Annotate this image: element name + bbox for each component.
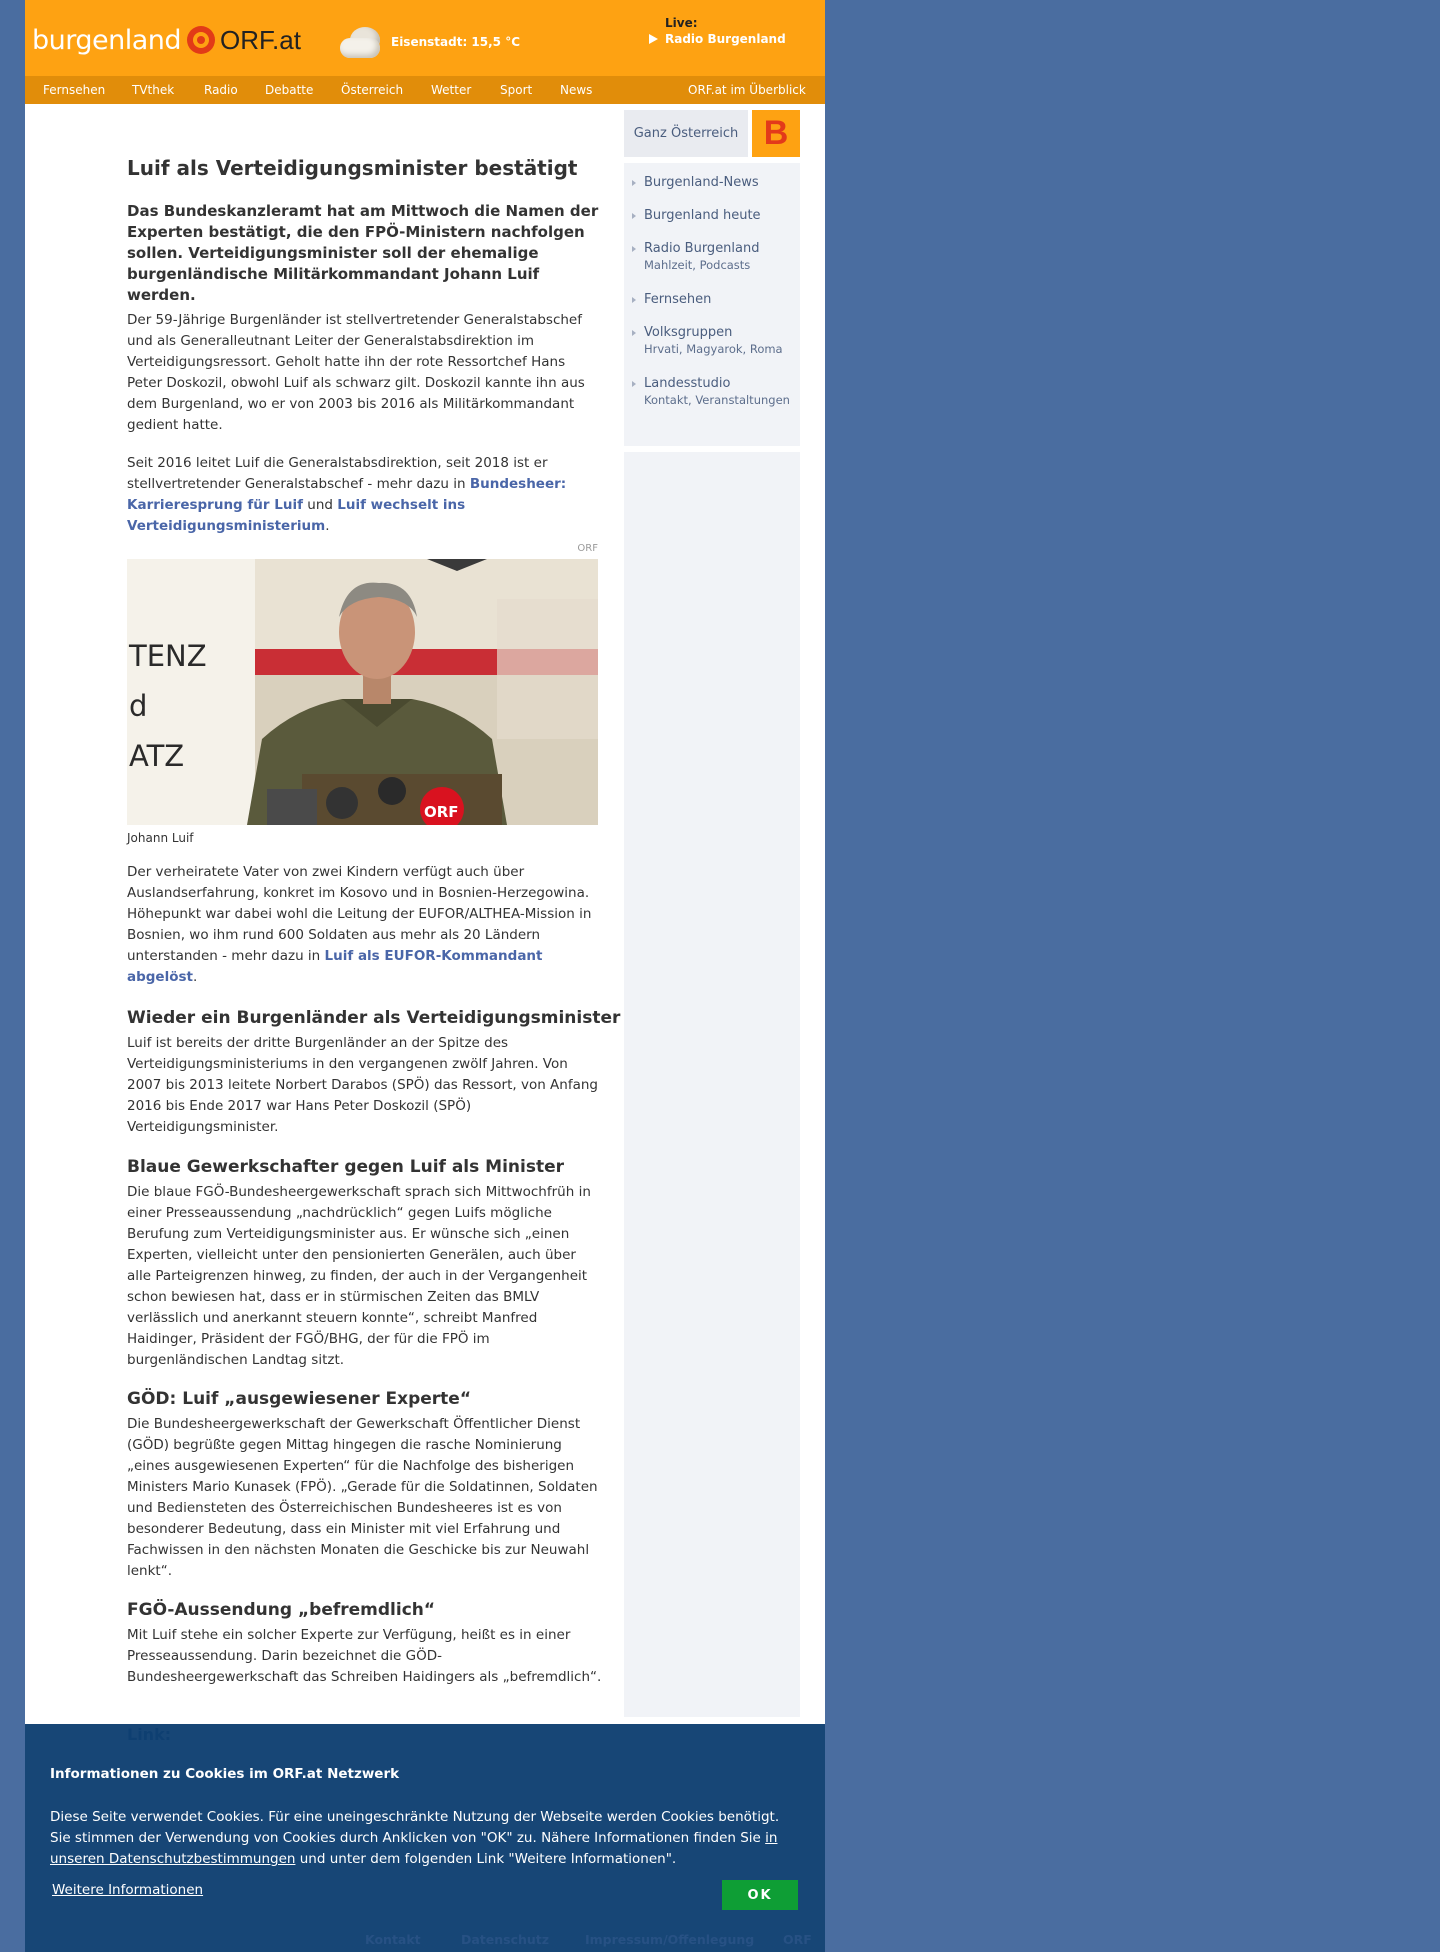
- cookie-text: [50, 1807, 802, 1870]
- sidebar-item-label: Landesstudio: [644, 376, 731, 391]
- banner-line: ATZ: [129, 739, 185, 773]
- paragraph-text: .: [192, 969, 198, 985]
- sidebar-item-sublabel: Mahlzeit, Podcasts: [644, 258, 751, 272]
- footer-links: [25, 1932, 825, 1952]
- article-photo: [127, 559, 598, 825]
- footer-link-orf[interactable]: ORF: [783, 1932, 812, 1947]
- article-paragraph: [127, 862, 603, 988]
- cookie-ok-button[interactable]: OK: [722, 1880, 798, 1910]
- nav-item-sport[interactable]: Sport: [500, 83, 533, 97]
- footer-link-kontakt[interactable]: Kontakt: [365, 1932, 421, 1947]
- logo-region-text: burgenland: [32, 24, 182, 56]
- live-label: Live:: [665, 16, 698, 30]
- main-nav: [25, 76, 825, 104]
- nav-item-fernsehen[interactable]: Fernsehen: [43, 83, 106, 97]
- footer-link-datenschutz[interactable]: Datenschutz: [461, 1932, 550, 1947]
- nav-item-debatte[interactable]: Debatte: [265, 83, 314, 97]
- banner-line: TENZ: [129, 639, 207, 673]
- mic-orf-label: ORF: [424, 803, 459, 821]
- nav-item-tvthek[interactable]: TVthek: [132, 83, 175, 97]
- sidebar-item-label: Radio Burgenland: [644, 241, 760, 256]
- cookie-banner: [25, 1724, 825, 1952]
- ganz-oesterreich-link[interactable]: Ganz Österreich: [624, 110, 748, 157]
- photo-caption: Johann Luif: [127, 831, 194, 845]
- link-luif-wechselt[interactable]: Luif wechselt ins Verteidigungsministerium: [127, 497, 466, 534]
- live-stream-link[interactable]: [649, 32, 786, 46]
- section-heading: Blaue Gewerkschafter gegen Luif als Minister: [127, 1157, 565, 1177]
- live-station-name: Radio Burgenland: [665, 32, 786, 46]
- footer-link-impressum[interactable]: Impressum/Offenlegung: [585, 1932, 755, 1947]
- sidebar-item-radio-burgenland[interactable]: [644, 241, 796, 273]
- weather-widget[interactable]: [340, 24, 520, 60]
- johann-luif-photo: [127, 559, 598, 825]
- article-paragraph: Mit Luif stehe ein solcher Experte zur Verfügung, heißt es in einer Presseaussendung. Darin bezeichnet die GÖD-Bundesheergewerkschaft das Schreiben Haidingers als „befremdlich“.: [127, 1627, 602, 1685]
- sidebar-item-label: Burgenland heute: [644, 208, 761, 223]
- site-header: [25, 0, 825, 76]
- orf-eye-icon: [187, 26, 215, 54]
- article-title: Luif als Verteidigungsminister bestätigt: [127, 156, 578, 180]
- article-paragraph: Luif ist bereits der dritte Burgenländer an der Spitze des Verteidigungsministeriums in den vergangenen zwölf Jahren. Von 2007 bis 2013 leitete Norbert Darabos (SPÖ) das Ressort, von Anfang 2016 bis Ende 2017 war Hans Peter Doskozil (SPÖ) Verteidigungsminister.: [127, 1035, 598, 1135]
- cloud-icon: [340, 25, 386, 59]
- sidebar-item-sublabel: Kontakt, Veranstaltungen: [644, 393, 790, 407]
- sidebar-item-landesstudio[interactable]: [644, 376, 796, 408]
- live-radio[interactable]: [649, 16, 786, 46]
- sidebar-item-label: Volksgruppen: [644, 325, 733, 340]
- weather-text: Eisenstadt: 15,5 °C: [391, 35, 521, 49]
- cookie-text-part: und unter dem folgenden Link "Weitere Informationen".: [295, 1851, 677, 1867]
- sidebar-item-fernsehen[interactable]: [644, 292, 796, 307]
- nav-item-news[interactable]: News: [560, 83, 593, 97]
- burgenland-b-logo[interactable]: B: [752, 110, 800, 157]
- sidebar-item-label: Burgenland-News: [644, 175, 759, 190]
- sidebar-item-burgenland-news[interactable]: [644, 175, 796, 190]
- sidebar-menu: [624, 163, 800, 446]
- play-icon: [649, 34, 658, 44]
- link-eufor[interactable]: Luif als EUFOR-Kommandant abgelöst: [127, 948, 543, 985]
- paragraph-text: und: [302, 497, 338, 513]
- article-paragraph: [127, 453, 603, 537]
- more-info-link[interactable]: Weitere Informationen: [52, 1882, 204, 1898]
- nav-item-wetter[interactable]: Wetter: [431, 83, 472, 97]
- article-paragraph: Die blaue FGÖ-Bundesheergewerkschaft sprach sich Mittwochfrüh in einer Presseaussendung „nachdrücklich“ gegen Luifs mögliche Berufung zum Verteidigungsminister aus. Er wünsche sich „einen Experten, vielleicht unter den pensionierten Generälen, auch über alle Parteigrenzen hinweg, zu finden, der auch in der Vergangenheit schon bewiesen hat, dass er in stürmischen Zeiten das BMLV verlässlich und anerkannt steuern konnte“, schreibt Manfred Haidinger, Präsident der FGÖ/BHG, der für die FPÖ im burgenländischen Landtag sitzt.: [127, 1184, 591, 1368]
- site-logo[interactable]: [32, 22, 301, 58]
- sidebar-top: [624, 110, 800, 157]
- section-heading: GÖD: Luif „ausgewiesener Experte“: [127, 1389, 472, 1409]
- article-lead: Das Bundeskanzleramt hat am Mittwoch die Namen der Experten bestätigt, die den FPÖ-Ministern nachfolgen sollen. Verteidigungsminister soll der ehemalige burgenländische Militärkommandant Johann Luif werden.: [127, 202, 599, 304]
- sidebar-item-volksgruppen[interactable]: [644, 325, 796, 357]
- paragraph-text: Der verheiratete Vater von zwei Kindern verfügt auch über Auslandserfahrung, konkret im Kosovo und in Bosnien-Herzegowina. Höhepunkt war dabei wohl die Leitung der EUFOR/ALTHEA-Mission in Bosnien, wo ihm rund 600 Soldaten aus mehr als 20 Ländern unterstanden - mehr dazu in: [127, 864, 592, 964]
- cookie-text-part: Diese Seite verwendet Cookies. Für eine uneingeschränkte Nutzung der Webseite werden Cookies benötigt. Sie stimmen der Verwendung von Cookies durch Anklicken von "OK" zu. Nähere Informationen finden Sie: [50, 1809, 780, 1846]
- sidebar-item-label: Fernsehen: [644, 292, 712, 307]
- section-heading: FGÖ-Aussendung „befremdlich“: [127, 1600, 436, 1620]
- link-karrieresprung[interactable]: Bundesheer: Karrieresprung für Luif: [127, 476, 567, 513]
- nav-item-radio[interactable]: Radio: [204, 83, 238, 97]
- paragraph-text: Seit 2016 leitet Luif die Generalstabsdirektion, seit 2018 ist er stellvertretender Generalstabschef - mehr dazu in: [127, 455, 548, 492]
- section-heading: Wieder ein Burgenländer als Verteidigungsminister: [127, 1008, 621, 1028]
- privacy-policy-link[interactable]: in unseren Datenschutzbestimmungen: [50, 1830, 778, 1867]
- cookie-title: Informationen zu Cookies im ORF.at Netzwerk: [50, 1766, 400, 1782]
- nav-item-oesterreich[interactable]: Österreich: [341, 83, 404, 97]
- nav-item-overview[interactable]: ORF.at im Überblick: [688, 83, 806, 97]
- logo-brand-text: ORF.at: [220, 24, 301, 55]
- photo-credit: ORF: [577, 543, 598, 554]
- article-paragraph: Die Bundesheergewerkschaft der Gewerkschaft Öffentlicher Dienst (GÖD) begrüßte gegen Mittag hingegen die rasche Nominierung „eines ausgewiesenen Experten“ für die Nachfolge des bisherigen Ministers Mario Kunasek (FPÖ). „Gerade für die Soldatinnen, Soldaten und Bediensteten des Österreichischen Bundesheeres ist es von besonderer Bedeutung, dass ein Minister mit viel Erfahrung und Fachwissen in den nächsten Monaten die Geschicke bis zur Neuwahl lenkt“.: [127, 1416, 598, 1579]
- article-paragraph: Der 59-Jährige Burgenländer ist stellvertretender Generalstabschef und als Generalleutnant Leiter der Generalstabsdirektion im Verteidigungsressort. Geholt hatte ihn der rote Ressortchef Hans Peter Doskozil, obwohl Luif als schwarz gilt. Doskozil kannte ihn aus dem Burgenland, wo er von 2003 bis 2016 als Militärkommandant gedient hatte.: [127, 312, 585, 433]
- sidebar-lower-panel: [624, 452, 800, 1717]
- paragraph-text: .: [325, 518, 330, 534]
- banner-line: d: [129, 689, 148, 723]
- sidebar-item-sublabel: Hrvati, Magyarok, Roma: [644, 342, 783, 356]
- sidebar-item-burgenland-heute[interactable]: [644, 208, 796, 223]
